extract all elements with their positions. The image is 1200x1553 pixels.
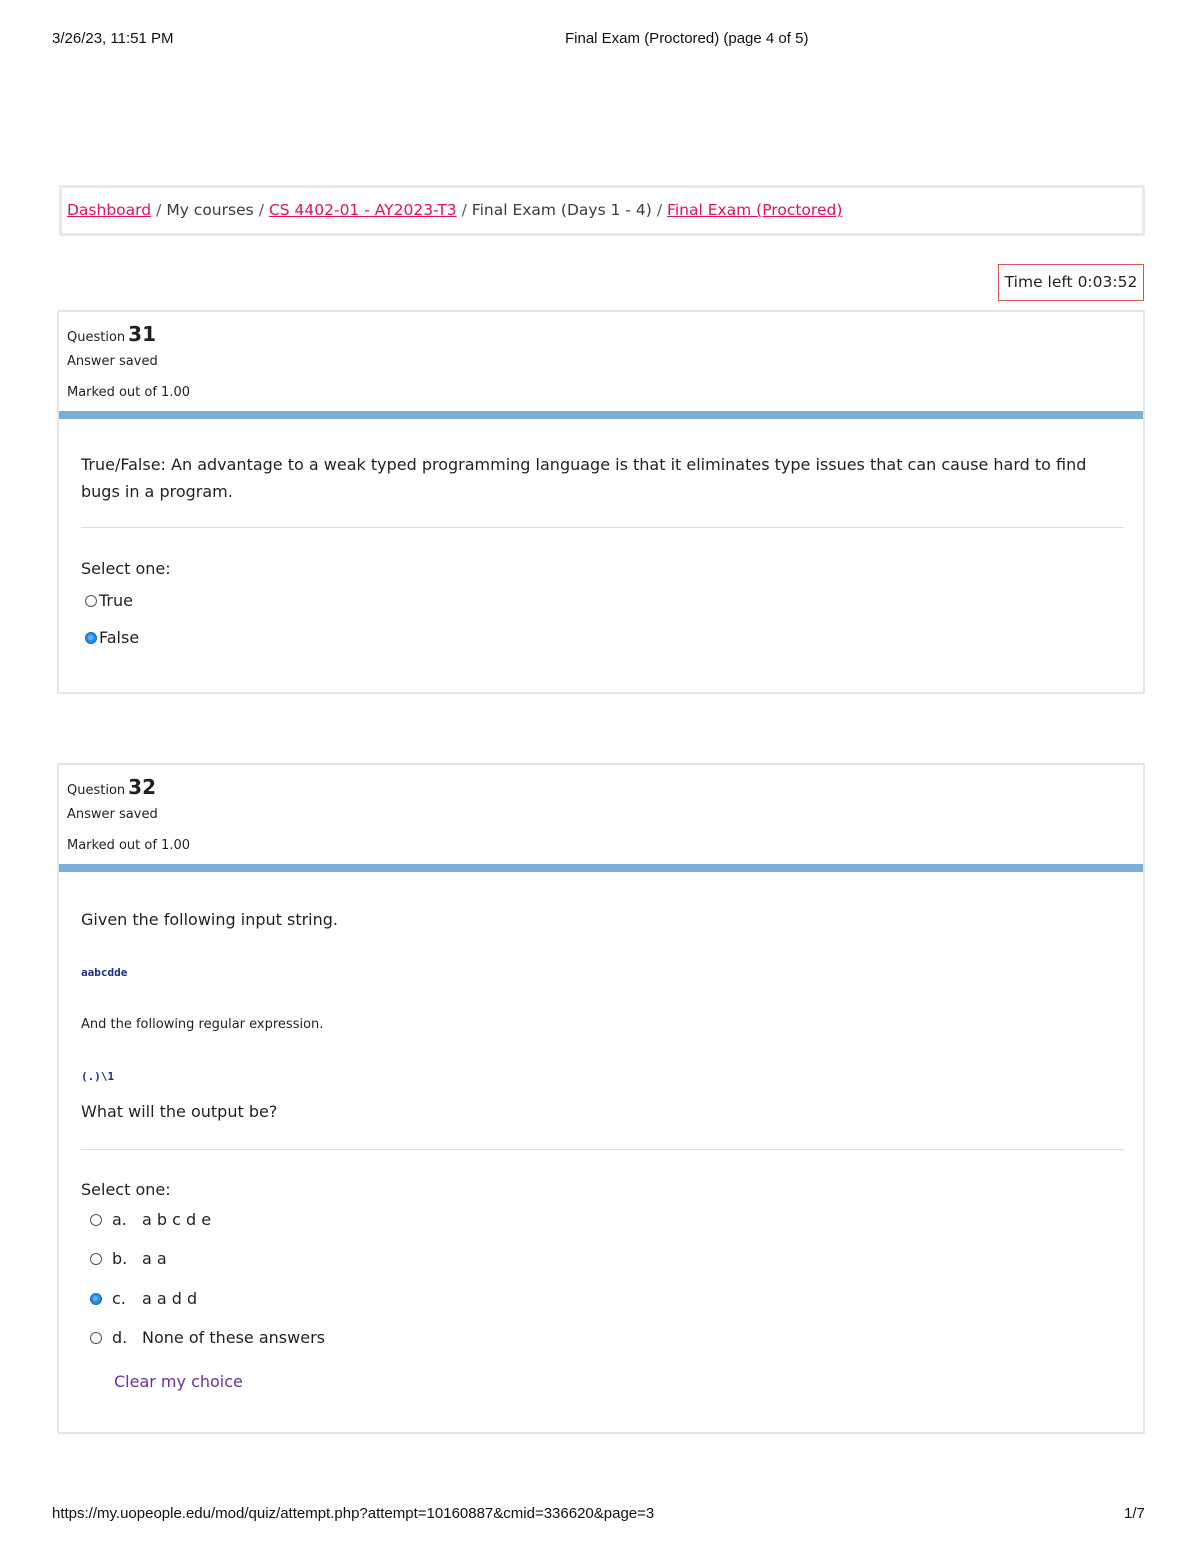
- question-intro-text: Given the following input string.: [81, 910, 338, 929]
- option-label: a a d d: [142, 1289, 198, 1308]
- print-page-number: 1/7: [1124, 1505, 1145, 1522]
- option-letter: d.: [112, 1328, 128, 1347]
- breadcrumb-final-exam-section: Final Exam (Days 1 - 4): [471, 201, 652, 219]
- radio-false[interactable]: [85, 632, 97, 644]
- question-number: [67, 775, 156, 799]
- option-a[interactable]: [90, 1210, 211, 1229]
- question-label: Question: [67, 330, 126, 345]
- question-number-value: 31: [128, 322, 156, 346]
- question-grade: Marked out of 1.00: [67, 838, 191, 853]
- breadcrumb-dashboard-link[interactable]: Dashboard: [67, 201, 152, 219]
- print-header: [0, 30, 1200, 50]
- question-state: Answer saved: [67, 354, 158, 369]
- option-label: a a: [142, 1249, 167, 1268]
- regex-intro-text: And the following regular expression.: [81, 1017, 324, 1032]
- select-one-prompt: Select one:: [81, 559, 171, 578]
- question-state: Answer saved: [67, 807, 158, 822]
- print-footer: [0, 1505, 1200, 1525]
- option-d[interactable]: [90, 1328, 325, 1347]
- question-grade: Marked out of 1.00: [67, 385, 191, 400]
- radio-a[interactable]: [90, 1214, 102, 1226]
- clear-my-choice-link[interactable]: Clear my choice: [114, 1372, 243, 1391]
- quiz-timer: Time left 0:03:52: [998, 264, 1144, 301]
- question-info: [59, 312, 1143, 411]
- option-label: a b c d e: [142, 1210, 212, 1229]
- divider: [81, 527, 1124, 528]
- print-url: https://my.uopeople.edu/mod/quiz/attempt.php?attempt=10160887&cmid=336620&page=3: [52, 1505, 655, 1522]
- breadcrumb: [59, 185, 1145, 236]
- option-letter: c.: [112, 1289, 126, 1308]
- breadcrumb-separator: /: [656, 201, 663, 219]
- print-page-title: Final Exam (Proctored) (page 4 of 5): [565, 30, 809, 47]
- question-info: [59, 765, 1143, 864]
- breadcrumb-course-link[interactable]: CS 4402-01 - AY2023-T3: [268, 201, 457, 219]
- print-datetime: 3/26/23, 11:51 PM: [52, 30, 174, 47]
- radio-true[interactable]: [85, 595, 97, 607]
- option-label: False: [99, 628, 140, 647]
- radio-b[interactable]: [90, 1253, 102, 1265]
- radio-c[interactable]: [90, 1293, 102, 1305]
- option-letter: a.: [112, 1210, 127, 1229]
- question-number-value: 32: [128, 775, 156, 799]
- breadcrumb-separator: /: [461, 201, 467, 219]
- radio-d[interactable]: [90, 1332, 102, 1344]
- select-one-prompt: Select one:: [81, 1180, 171, 1199]
- question-content-bar: [59, 864, 1143, 872]
- question-32: [57, 763, 1145, 1434]
- option-false[interactable]: [85, 628, 139, 647]
- option-label: None of these answers: [142, 1328, 325, 1347]
- option-b[interactable]: [90, 1249, 167, 1268]
- divider: [81, 1149, 1124, 1150]
- question-text: True/False: An advantage to a weak typed programming language is that it eliminates type issues that can cause hard to find bugs in a program.: [81, 455, 1087, 501]
- breadcrumb-my-courses: My courses: [166, 201, 254, 219]
- question-label: Question: [67, 783, 126, 798]
- option-true[interactable]: [85, 591, 133, 610]
- regex-code: (.)\1: [81, 1070, 115, 1083]
- input-string-code: aabcdde: [81, 966, 128, 979]
- question-31: [57, 310, 1145, 694]
- breadcrumb-separator: /: [258, 201, 264, 219]
- breadcrumb-separator: /: [156, 201, 162, 219]
- question-content-bar: [59, 411, 1143, 419]
- option-c[interactable]: [90, 1289, 197, 1308]
- breadcrumb-quiz-link[interactable]: Final Exam (Proctored): [667, 201, 843, 219]
- option-label: True: [99, 591, 133, 610]
- option-letter: b.: [112, 1249, 128, 1268]
- question-number: [67, 322, 156, 346]
- question-text: What will the output be?: [81, 1102, 278, 1121]
